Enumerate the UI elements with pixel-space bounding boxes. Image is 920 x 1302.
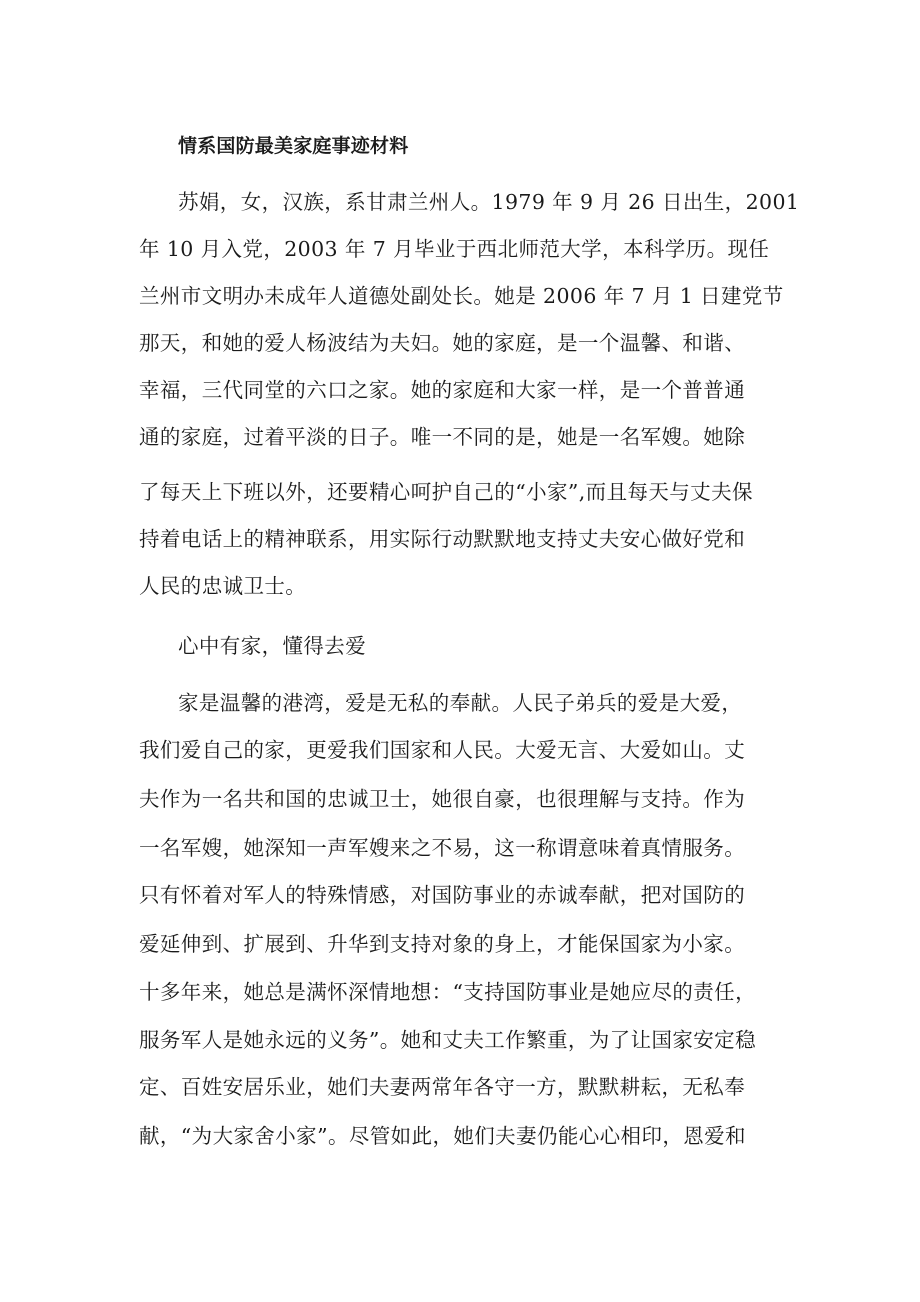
paragraph-2-line-10: 献，“为大家舍小家”。尽管如此，她们夫妻仍能心心相印，恩爱和 xyxy=(139,1124,746,1148)
paragraph-2-line-1: 家是温馨的港湾，爱是无私的奉献。人民子弟兵的爱是大爱， xyxy=(178,691,743,715)
paragraph-2-line-7: 十多年来，她总是满怀深情地想：“支持国防事业是她应尽的责任， xyxy=(139,980,756,1004)
section-heading: 心中有家，懂得去爱 xyxy=(178,634,367,658)
paragraph-1-line-9: 人民的忠诚卫士。 xyxy=(139,574,307,598)
paragraph-1-line-6: 通的家庭，过着平淡的日子。唯一不同的是，她是一名军嫂。她除 xyxy=(139,425,746,449)
paragraph-2-line-5: 只有怀着对军人的特殊情感，对国防事业的赤诚奉献，把对国防的 xyxy=(139,883,746,907)
paragraph-2-line-4: 一名军嫂，她深知一声军嫂来之不易，这一称谓意味着真情服务。 xyxy=(139,836,746,860)
paragraph-1-line-4: 那天，和她的爱人杨波结为夫妇。她的家庭，是一个温馨、和谐、 xyxy=(139,331,746,355)
document-title: 情系国防最美家庭事迹材料 xyxy=(178,135,409,157)
paragraph-1-line-3: 兰州市文明办未成年人道德处副处长。她是 2006 年 7 月 1 日建党节 xyxy=(139,284,784,308)
paragraph-2-line-2: 我们爱自己的家，更爱我们国家和人民。大爱无言、大爱如山。丈 xyxy=(139,738,746,762)
paragraph-2-line-8: 服务军人是她永远的义务”。她和丈夫工作繁重，为了让国家安定稳 xyxy=(139,1028,756,1052)
paragraph-1-line-1: 苏娟，女，汉族，系甘肃兰州人。1979 年 9 月 26 日出生，2001 xyxy=(178,190,800,214)
paragraph-2-line-9: 定、百姓安居乐业，她们夫妻两常年各守一方，默默耕耘，无私奉 xyxy=(139,1075,746,1099)
paragraph-1-line-7: 了每天上下班以外，还要精心呵护自己的“小家”,而且每天与丈夫保 xyxy=(139,480,753,504)
paragraph-2-line-6: 爱延伸到、扩展到、升华到支持对象的身上，才能保国家为小家。 xyxy=(139,932,746,956)
paragraph-1-line-8: 持着电话上的精神联系，用实际行动默默地支持丈夫安心做好党和 xyxy=(139,527,746,551)
paragraph-2-line-3: 夫作为一名共和国的忠诚卫士，她很自豪，也很理解与支持。作为 xyxy=(139,787,746,811)
paragraph-1-line-2: 年 10 月入党，2003 年 7 月毕业于西北师范大学，本科学历。现任 xyxy=(139,237,770,261)
paragraph-1-line-5: 幸福，三代同堂的六口之家。她的家庭和大家一样，是一个普普通 xyxy=(139,378,746,402)
